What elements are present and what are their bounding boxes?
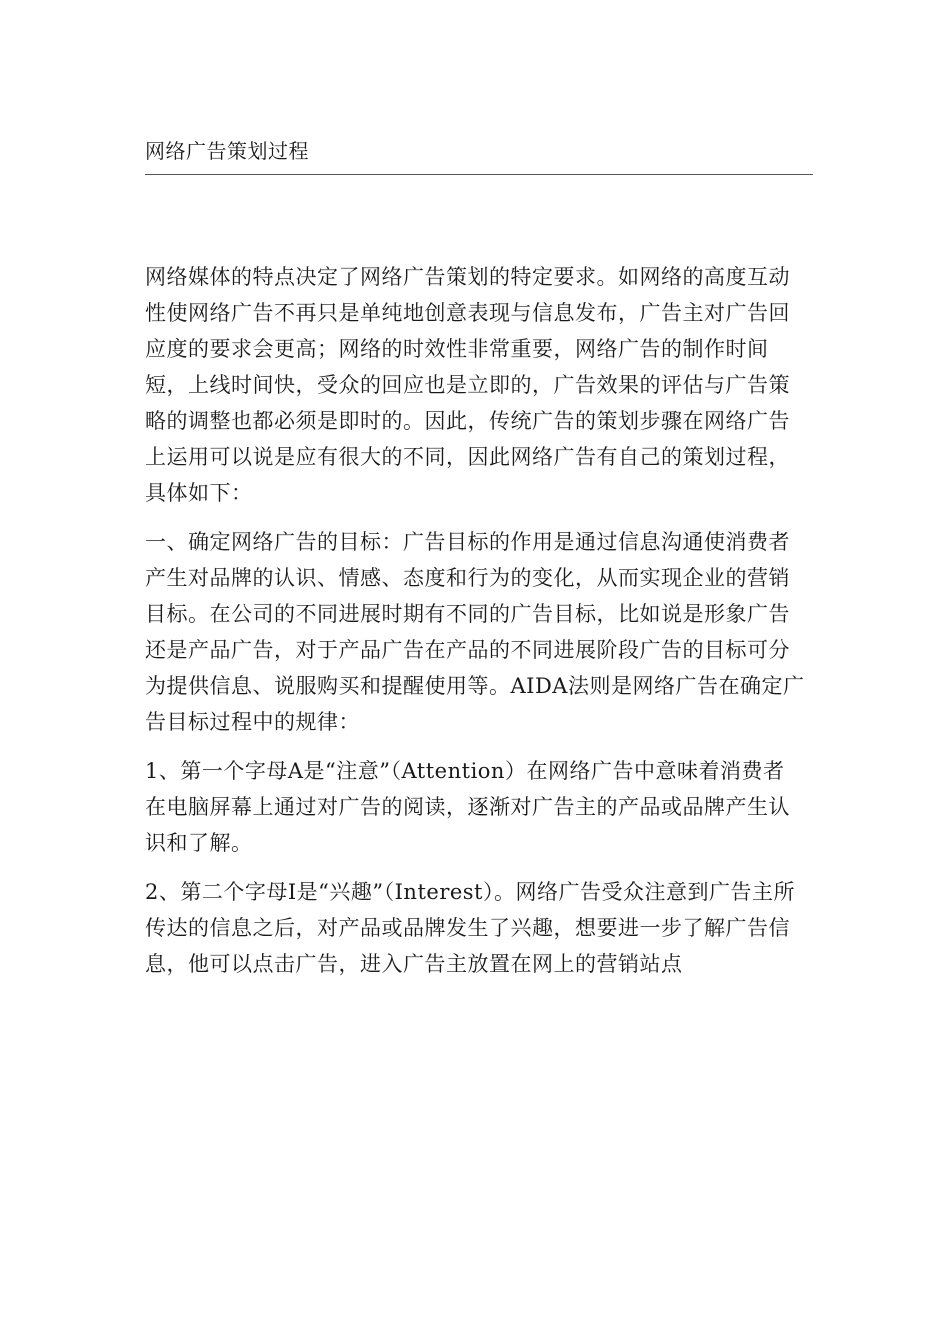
page-header [145,136,813,175]
intro-paragraph: 网络媒体的特点决定了网络广告策划的特定要求。如网络的高度互动性使网络广告不再只是单纯地创意表现与信息发布，广告主对广告回应度的要求会更高；网络的时效性非常重要，网络广告的制作时间短，上线时间快，受众的回应也是立即的，广告效果的评估与广告策略的调整也都必须是即时的。因此，传统广告的策划步骤在网络广告上运用可以说是应有很大的不同，因此网络广告有自己的策划过程，具体如下： [145,265,790,505]
section-one-paragraph: 一、确定网络广告的目标：广告目标的作用是通过信息沟通使消费者产生对品牌的认识、情感、态度和行为的变化，从而实现企业的营销目标。在公司的不同进展时期有不同的广告目标，比如说是形象广告还是产品广告，对于产品广告在产品的不同进展阶段广告的目标可分为提供信息、说服购买和提醒使用等。AIDA法则是网络广告在确定广告目标过程中的规律： [145,530,805,734]
header-title: 网络广告策划过程 [145,139,309,163]
item-interest-paragraph: 2、第二个字母I是“兴趣”（Interest）。网络广告受众注意到广告主所传达的信息之后，对产品或品牌发生了兴趣，想要进一步了解广告信息，他可以点击广告，进入广告主放置在网上的营销站点 [145,880,795,976]
item-attention-paragraph: 1、第一个字母A是“注意”（Attention）在网络广告中意味着消费者在电脑屏幕上通过对广告的阅读，逐渐对广告主的产品或品牌产生认识和了解。 [145,759,790,855]
document-body [145,259,805,982]
